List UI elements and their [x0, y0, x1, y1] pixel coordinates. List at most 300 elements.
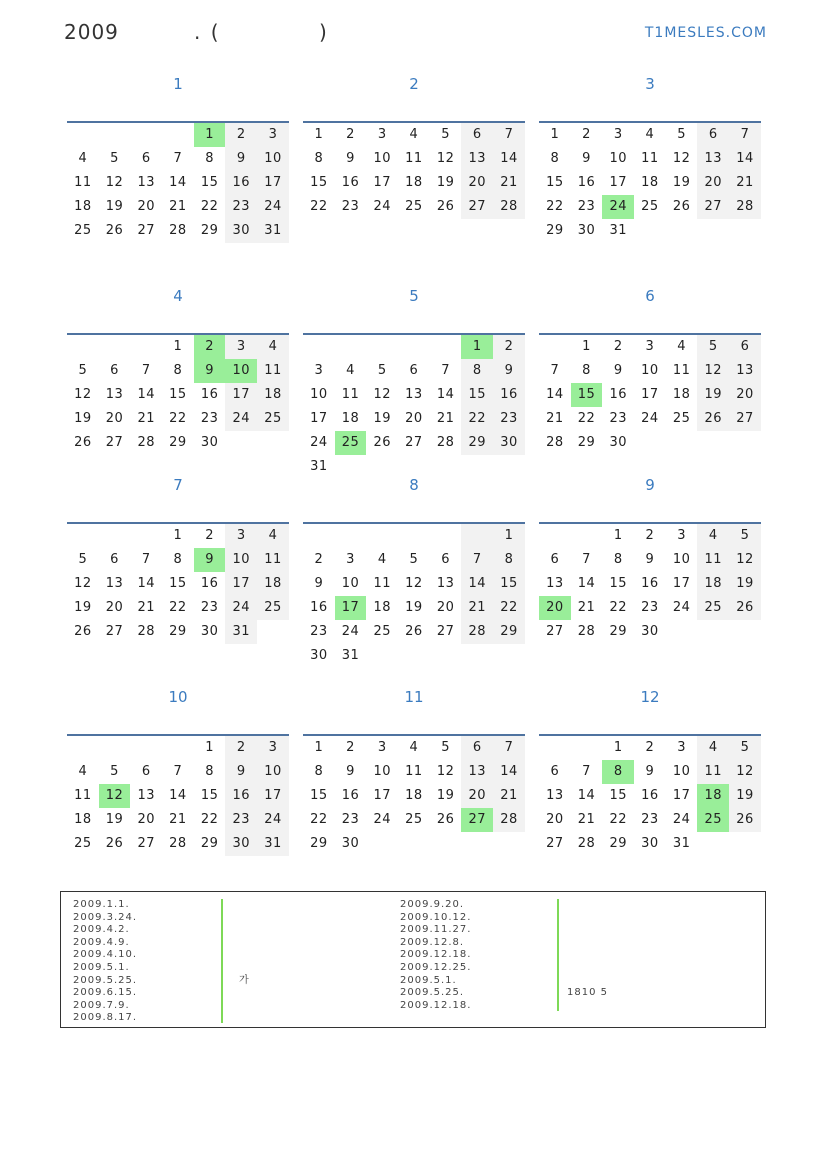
holiday-date: 2009.1.1.: [73, 899, 130, 910]
day-cell: 1: [194, 123, 226, 147]
day-cell: 3: [613, 127, 623, 142]
day-cell: 18: [697, 572, 729, 596]
day-cell: 12: [74, 387, 92, 402]
day-cell: 20: [137, 812, 155, 827]
holiday-desc: 가: [239, 974, 250, 986]
notes-right-descs: [567, 899, 608, 1012]
month-title: 6: [645, 287, 655, 305]
month-grid: [67, 524, 289, 644]
day-cell: 9: [314, 576, 324, 591]
day-cell: 6: [550, 552, 560, 567]
day-cell: 23: [341, 199, 360, 214]
day-cell: 23: [225, 195, 257, 219]
day-cell: 4: [677, 339, 686, 354]
day-cell: 15: [169, 576, 187, 591]
month-title: 3: [645, 75, 655, 93]
day-cell: 5: [729, 736, 761, 760]
day-cell: 21: [493, 171, 525, 195]
month-title: 8: [409, 476, 419, 494]
day-cell: 21: [729, 171, 761, 195]
day-cell: 6: [409, 363, 419, 378]
month-grid: [539, 123, 761, 243]
day-cell: 20: [546, 812, 564, 827]
day-cell: 22: [169, 411, 187, 426]
empty-day-cell: [539, 736, 571, 760]
day-cell: 17: [672, 788, 691, 803]
day-cell: 16: [310, 600, 328, 615]
month-grid: [539, 736, 761, 856]
day-cell: 17: [609, 175, 627, 190]
empty-day-cell: [398, 644, 430, 668]
day-cell: 25: [74, 836, 92, 851]
empty-day-cell: [130, 335, 162, 359]
day-cell: 12: [697, 359, 729, 383]
day-cell: 27: [105, 435, 124, 450]
day-cell: 1: [550, 127, 560, 142]
day-cell: 2: [645, 740, 655, 755]
day-cell: 14: [137, 387, 155, 402]
day-cell: 19: [436, 175, 455, 190]
holiday-date: 2009.7.9.: [73, 999, 130, 1011]
empty-day-cell: [666, 219, 698, 243]
day-cell: 5: [677, 127, 686, 142]
month-grid: [303, 335, 525, 479]
day-cell: 19: [729, 572, 761, 596]
empty-day-cell: [539, 335, 571, 359]
empty-day-cell: [461, 832, 493, 856]
day-cell: 1: [493, 524, 525, 548]
day-cell: 29: [169, 624, 187, 639]
empty-day-cell: [130, 736, 162, 760]
empty-day-cell: [67, 123, 99, 147]
day-cell: 11: [257, 359, 289, 383]
day-cell: 1: [461, 335, 493, 359]
empty-day-cell: [666, 431, 698, 455]
day-cell: 12: [672, 151, 691, 166]
day-cell: 26: [436, 812, 455, 827]
empty-day-cell: [67, 335, 99, 359]
day-cell: 2: [225, 123, 257, 147]
day-cell: 3: [645, 339, 655, 354]
day-cell: 1: [613, 740, 623, 755]
month-grid: [67, 335, 289, 455]
day-cell: 8: [205, 151, 214, 166]
day-cell: 21: [461, 596, 493, 620]
page-title-year: 2009: [64, 20, 119, 44]
notes-left-dates: [73, 899, 137, 1025]
day-cell: 4: [697, 524, 729, 548]
day-cell: 12: [436, 764, 455, 779]
day-cell: 22: [577, 411, 596, 426]
day-cell: 9: [493, 359, 525, 383]
day-cell: 29: [200, 223, 219, 238]
day-cell: 9: [645, 552, 655, 567]
day-cell: 14: [577, 576, 596, 591]
day-cell: 25: [672, 411, 691, 426]
empty-day-cell: [398, 832, 430, 856]
month-grid: [539, 524, 761, 644]
day-cell: 11: [341, 387, 360, 402]
month-title: 10: [168, 688, 188, 706]
day-cell: 15: [571, 383, 603, 407]
month-title: 9: [645, 476, 655, 494]
holiday-date: 2009.8.17.: [73, 1012, 138, 1024]
day-cell: 11: [697, 760, 729, 784]
empty-day-cell: [430, 524, 462, 548]
empty-day-cell: [366, 335, 398, 359]
day-cell: 2: [314, 552, 324, 567]
day-cell: 26: [74, 624, 92, 639]
day-cell: 19: [74, 411, 92, 426]
day-cell: 25: [257, 596, 289, 620]
day-cell: 8: [602, 760, 634, 784]
day-cell: 21: [546, 411, 564, 426]
day-cell: 3: [346, 552, 355, 567]
empty-day-cell: [398, 335, 430, 359]
day-cell: 12: [436, 151, 455, 166]
day-cell: 23: [341, 812, 360, 827]
day-cell: 9: [346, 764, 355, 779]
day-cell: 13: [137, 175, 155, 190]
day-cell: 7: [729, 123, 761, 147]
day-cell: 26: [74, 435, 92, 450]
day-cell: 6: [141, 764, 151, 779]
holiday-date: 2009.12.8.: [400, 936, 465, 948]
month-title: 12: [640, 688, 660, 706]
holiday-desc: [567, 962, 608, 975]
day-cell: 7: [141, 552, 151, 567]
day-cell: 30: [225, 832, 257, 856]
day-cell: 19: [729, 784, 761, 808]
day-cell: 1: [173, 528, 183, 543]
day-cell: 18: [672, 387, 691, 402]
day-cell: 15: [493, 572, 525, 596]
day-cell: 20: [405, 411, 423, 426]
day-cell: 1: [314, 127, 324, 142]
day-cell: 8: [550, 151, 560, 166]
month-title: 2: [409, 75, 419, 93]
day-cell: 7: [493, 736, 525, 760]
day-cell: 31: [672, 836, 691, 851]
day-cell: 15: [609, 576, 627, 591]
month-grid: [303, 524, 525, 668]
brand-link[interactable]: T1MESLES.COM: [644, 25, 767, 41]
day-cell: 11: [672, 363, 691, 378]
day-cell: 6: [141, 151, 151, 166]
day-cell: 9: [645, 764, 655, 779]
day-cell: 22: [310, 812, 328, 827]
day-cell: 4: [409, 740, 419, 755]
day-cell: 3: [225, 524, 257, 548]
day-cell: 5: [697, 335, 729, 359]
day-cell: 29: [609, 624, 627, 639]
day-cell: 14: [729, 147, 761, 171]
month-title: 11: [404, 688, 424, 706]
day-cell: 24: [225, 596, 257, 620]
empty-day-cell: [366, 524, 398, 548]
empty-day-cell: [666, 620, 698, 644]
holiday-date: 2009.5.25.: [400, 987, 465, 999]
day-cell: 7: [582, 764, 591, 779]
day-cell: 18: [373, 600, 391, 615]
day-cell: 10: [672, 764, 691, 779]
day-cell: 11: [74, 788, 92, 803]
day-cell: 5: [441, 740, 450, 755]
day-cell: 27: [137, 836, 155, 851]
day-cell: 27: [105, 624, 124, 639]
day-cell: 8: [314, 151, 324, 166]
day-cell: 28: [577, 836, 596, 851]
day-cell: 17: [672, 576, 691, 591]
day-cell: 21: [137, 411, 155, 426]
day-cell: 18: [74, 812, 92, 827]
day-cell: 16: [200, 387, 219, 402]
day-cell: 23: [641, 812, 659, 827]
day-cell: 10: [257, 147, 289, 171]
day-cell: 14: [169, 788, 187, 803]
day-cell: 11: [641, 151, 659, 166]
day-cell: 30: [341, 836, 360, 851]
day-cell: 17: [225, 383, 257, 407]
day-cell: 16: [493, 383, 525, 407]
day-cell: 8: [205, 764, 214, 779]
day-cell: 8: [173, 363, 183, 378]
day-cell: 21: [577, 600, 596, 615]
day-cell: 1: [314, 740, 324, 755]
day-cell: 16: [341, 175, 360, 190]
day-cell: 11: [74, 175, 92, 190]
day-cell: 13: [436, 576, 455, 591]
day-cell: 9: [225, 147, 257, 171]
month-grid: [67, 123, 289, 243]
month-grid: [539, 335, 761, 455]
day-cell: 20: [105, 600, 124, 615]
day-cell: 22: [200, 812, 219, 827]
empty-day-cell: [99, 736, 131, 760]
empty-day-cell: [697, 832, 729, 856]
day-cell: 3: [377, 740, 387, 755]
day-cell: 6: [461, 123, 493, 147]
day-cell: 3: [377, 127, 387, 142]
day-cell: 24: [672, 812, 691, 827]
day-cell: 10: [257, 760, 289, 784]
day-cell: 19: [373, 411, 391, 426]
day-cell: 16: [641, 788, 659, 803]
day-cell: 21: [436, 411, 455, 426]
holiday-date: 2009.9.20.: [400, 899, 465, 910]
day-cell: 18: [74, 199, 92, 214]
page-title-close: ): [319, 20, 327, 44]
holiday-desc: [567, 899, 608, 912]
empty-day-cell: [303, 335, 335, 359]
day-cell: 20: [729, 383, 761, 407]
day-cell: 8: [582, 363, 591, 378]
day-cell: 29: [310, 836, 328, 851]
empty-day-cell: [335, 335, 367, 359]
day-cell: 9: [194, 359, 226, 383]
empty-day-cell: [67, 736, 99, 760]
day-cell: 24: [672, 600, 691, 615]
holiday-desc: [567, 912, 608, 925]
day-cell: 30: [200, 624, 219, 639]
day-cell: 19: [405, 600, 423, 615]
day-cell: 28: [577, 624, 596, 639]
month-title: 4: [173, 287, 183, 305]
day-cell: 3: [314, 363, 324, 378]
day-cell: 16: [609, 387, 627, 402]
day-cell: 21: [493, 784, 525, 808]
notes-right-dates: [400, 899, 471, 1012]
day-cell: 25: [697, 808, 729, 832]
holiday-desc: [239, 1012, 250, 1025]
day-cell: 23: [225, 808, 257, 832]
day-cell: 13: [729, 359, 761, 383]
day-cell: 20: [105, 411, 124, 426]
day-cell: 15: [200, 788, 219, 803]
day-cell: 26: [105, 223, 124, 238]
empty-day-cell: [539, 524, 571, 548]
day-cell: 13: [546, 576, 564, 591]
day-cell: 28: [729, 195, 761, 219]
day-cell: 26: [729, 808, 761, 832]
empty-day-cell: [257, 431, 289, 455]
day-cell: 17: [225, 572, 257, 596]
day-cell: 18: [257, 383, 289, 407]
day-cell: 21: [169, 812, 187, 827]
day-cell: 5: [441, 127, 450, 142]
day-cell: 19: [697, 383, 729, 407]
day-cell: 6: [550, 764, 560, 779]
day-cell: 25: [373, 624, 391, 639]
day-cell: 25: [74, 223, 92, 238]
day-cell: 19: [672, 175, 691, 190]
page-title-separator: . (: [194, 20, 221, 44]
day-cell: 5: [110, 151, 119, 166]
day-cell: 22: [493, 596, 525, 620]
day-cell: 9: [613, 363, 623, 378]
day-cell: 18: [341, 411, 360, 426]
holiday-desc: [567, 924, 608, 937]
day-cell: 4: [377, 552, 387, 567]
day-cell: 27: [697, 195, 729, 219]
day-cell: 20: [461, 784, 493, 808]
day-cell: 29: [200, 836, 219, 851]
empty-day-cell: [67, 524, 99, 548]
empty-day-cell: [99, 335, 131, 359]
empty-day-cell: [99, 123, 131, 147]
empty-day-cell: [130, 123, 162, 147]
day-cell: 29: [609, 836, 627, 851]
day-cell: 6: [461, 736, 493, 760]
day-cell: 10: [225, 548, 257, 572]
day-cell: 30: [493, 431, 525, 455]
day-cell: 23: [200, 411, 219, 426]
empty-day-cell: [729, 832, 761, 856]
day-cell: 23: [609, 411, 627, 426]
day-cell: 20: [697, 171, 729, 195]
day-cell: 21: [577, 812, 596, 827]
holiday-date: 2009.10.12.: [400, 911, 472, 923]
day-cell: 28: [461, 620, 493, 644]
holiday-desc: [239, 924, 250, 937]
day-cell: 13: [137, 788, 155, 803]
day-cell: 24: [373, 199, 391, 214]
empty-day-cell: [493, 832, 525, 856]
day-cell: 27: [729, 407, 761, 431]
day-cell: 17: [373, 175, 391, 190]
empty-day-cell: [430, 335, 462, 359]
day-cell: 22: [169, 600, 187, 615]
empty-day-cell: [430, 832, 462, 856]
day-cell: 11: [405, 151, 423, 166]
day-cell: 5: [377, 363, 387, 378]
day-cell: 24: [225, 407, 257, 431]
day-cell: 10: [609, 151, 627, 166]
day-cell: 6: [441, 552, 450, 567]
day-cell: 4: [645, 127, 655, 142]
empty-day-cell: [461, 524, 493, 548]
day-cell: 23: [310, 624, 328, 639]
day-cell: 6: [110, 552, 119, 567]
day-cell: 2: [225, 736, 257, 760]
day-cell: 28: [493, 808, 525, 832]
day-cell: 18: [697, 784, 729, 808]
day-cell: 31: [341, 648, 360, 663]
day-cell: 17: [310, 411, 328, 426]
day-cell: 16: [200, 576, 219, 591]
day-cell: 25: [335, 431, 367, 455]
day-cell: 26: [697, 407, 729, 431]
day-cell: 8: [173, 552, 183, 567]
day-cell: 23: [641, 600, 659, 615]
day-cell: 19: [436, 788, 455, 803]
day-cell: 27: [436, 624, 455, 639]
day-cell: 15: [546, 175, 564, 190]
day-cell: 2: [205, 528, 214, 543]
day-cell: 10: [341, 576, 360, 591]
day-cell: 18: [641, 175, 659, 190]
day-cell: 24: [341, 624, 360, 639]
day-cell: 15: [310, 788, 328, 803]
day-cell: 28: [436, 435, 455, 450]
day-cell: 16: [577, 175, 596, 190]
day-cell: 30: [641, 836, 659, 851]
holiday-date: 2009.4.9.: [73, 936, 130, 948]
day-cell: 15: [169, 387, 187, 402]
day-cell: 28: [493, 195, 525, 219]
day-cell: 19: [105, 199, 124, 214]
day-cell: 7: [173, 151, 183, 166]
day-cell: 4: [409, 127, 419, 142]
day-cell: 19: [74, 600, 92, 615]
day-cell: 10: [310, 387, 328, 402]
empty-day-cell: [257, 620, 289, 644]
day-cell: 29: [546, 223, 564, 238]
day-cell: 24: [257, 808, 289, 832]
day-cell: 4: [346, 363, 355, 378]
day-cell: 3: [677, 528, 686, 543]
day-cell: 12: [105, 175, 124, 190]
day-cell: 26: [405, 624, 423, 639]
day-cell: 10: [225, 359, 257, 383]
day-cell: 2: [645, 528, 655, 543]
month-grid: [303, 736, 525, 856]
empty-day-cell: [335, 524, 367, 548]
day-cell: 24: [602, 195, 634, 219]
holiday-date: 2009.3.24.: [73, 911, 138, 923]
day-cell: 28: [169, 836, 187, 851]
day-cell: 11: [373, 576, 391, 591]
